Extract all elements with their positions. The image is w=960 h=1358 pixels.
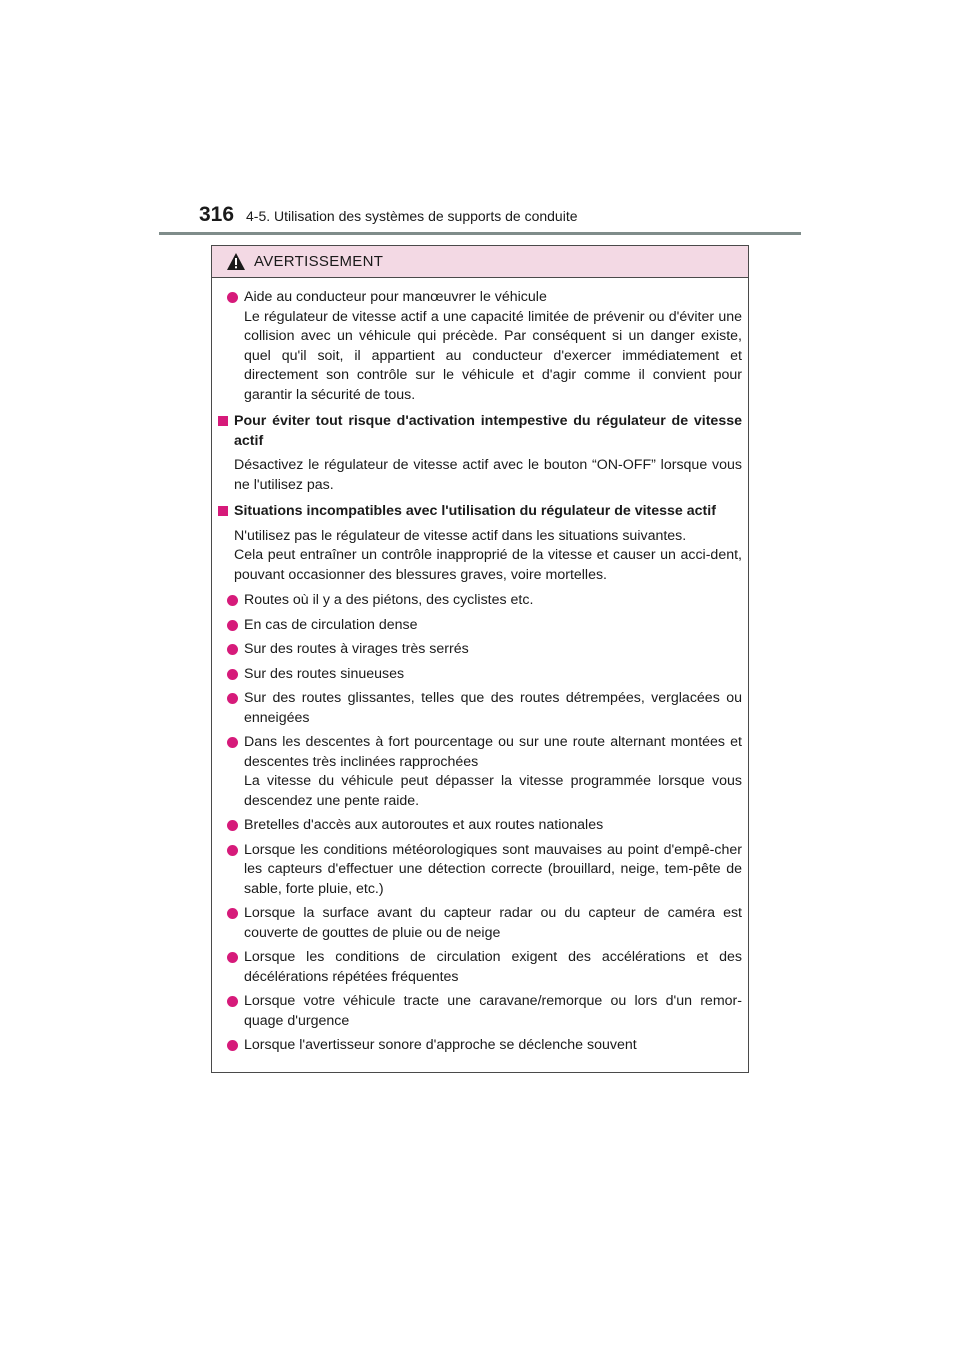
- section-situations: [218, 502, 742, 1056]
- section-heading: Pour éviter tout risque d'activation intempestive du régulateur de vitesse actif: [234, 413, 742, 449]
- list-item: En cas de circulation dense: [218, 616, 742, 636]
- section-text: N'utilisez pas le régulateur de vitesse actif dans les situations suivantes.: [234, 527, 687, 544]
- round-bullet-icon: [227, 737, 238, 748]
- list-item: Lorsque votre véhicule tracte une caravane/remorque ou lors d'un remor-quage d'urgence: [218, 992, 742, 1031]
- round-bullet-icon: [227, 620, 238, 631]
- list-item: Bretelles d'accès aux autoroutes et aux routes nationales: [218, 816, 742, 836]
- round-bullet-icon: [227, 693, 238, 704]
- round-bullet-icon: [227, 669, 238, 680]
- round-bullet-icon: [227, 292, 238, 303]
- list-item: Sur des routes à virages très serrés: [218, 640, 742, 660]
- round-bullet-icon: [227, 644, 238, 655]
- section-text: Désactivez le régulateur de vitesse actif avec le bouton “ON-OFF” lorsque vous ne l'utilisez pas.: [234, 457, 742, 493]
- intro-heading: Aide au conducteur pour manœuvrer le véhicule: [244, 289, 547, 305]
- section-activation: [218, 412, 742, 495]
- section-title: 4-5. Utilisation des systèmes de supports de conduite: [246, 208, 578, 224]
- list-item: Dans les descentes à fort pourcentage ou sur une route alternant montées et descentes très inclinées rapprochées La vitesse du véhicule peut dépasser la vitesse programmée lorsque vous descendez une pente raide.: [218, 733, 742, 811]
- descent-note: La vitesse du véhicule peut dépasser la vitesse programmée lorsque vous descendez une pente raide.: [244, 773, 742, 809]
- warning-triangle-icon: [226, 252, 246, 271]
- list-item: Sur des routes sinueuses: [218, 665, 742, 685]
- situation-list: [218, 591, 742, 1056]
- warning-body: [212, 278, 748, 1056]
- section-text: Cela peut entraîner un contrôle inapproprié de la vitesse et causer un acci-dent, pouvant occasionner des blessures graves, voire mortelles.: [234, 547, 742, 583]
- list-item: Routes où il y a des piétons, des cyclistes etc.: [218, 591, 742, 611]
- warning-title: AVERTISSEMENT: [254, 253, 384, 270]
- round-bullet-icon: [227, 845, 238, 856]
- round-bullet-icon: [227, 952, 238, 963]
- warning-header: [212, 246, 748, 278]
- section-heading: Situations incompatibles avec l'utilisation du régulateur de vitesse actif: [234, 503, 716, 519]
- list-item: Lorsque les conditions météorologiques sont mauvaises au point d'empê-cher les capteurs d'effectuer une détection correcte (brouillard, neige, tem-pête de sable, forte pluie, etc.): [218, 841, 742, 900]
- square-bullet-icon: [218, 416, 228, 426]
- list-item: Sur des routes glissantes, telles que des routes détrempées, verglacées ou enneigées: [218, 689, 742, 728]
- intro-bullet: [218, 288, 742, 405]
- list-item: Lorsque la surface avant du capteur radar ou du capteur de caméra est couverte de gouttes de pluie ou de neige: [218, 904, 742, 943]
- page-number: 316: [199, 203, 235, 226]
- round-bullet-icon: [227, 996, 238, 1007]
- round-bullet-icon: [227, 820, 238, 831]
- square-bullet-icon: [218, 506, 228, 516]
- round-bullet-icon: [227, 595, 238, 606]
- list-item: Lorsque l'avertisseur sonore d'approche se déclenche souvent: [218, 1036, 742, 1056]
- round-bullet-icon: [227, 908, 238, 919]
- warning-box: [211, 245, 749, 1073]
- list-item: Lorsque les conditions de circulation exigent des accélérations et des décélérations répétées fréquentes: [218, 948, 742, 987]
- intro-text: Le régulateur de vitesse actif a une capacité limitée de prévenir ou d'éviter une collision avec un véhicule qui précède. Par conséquent si un danger existe, quel qu'il soit, il appartient au conducteur d'exercer immédiatement et directement son contrôle sur le véhicule et d'agir comme il convient pour garantir la sécurité de tous.: [244, 308, 742, 403]
- round-bullet-icon: [227, 1040, 238, 1051]
- header-rule: [159, 232, 801, 235]
